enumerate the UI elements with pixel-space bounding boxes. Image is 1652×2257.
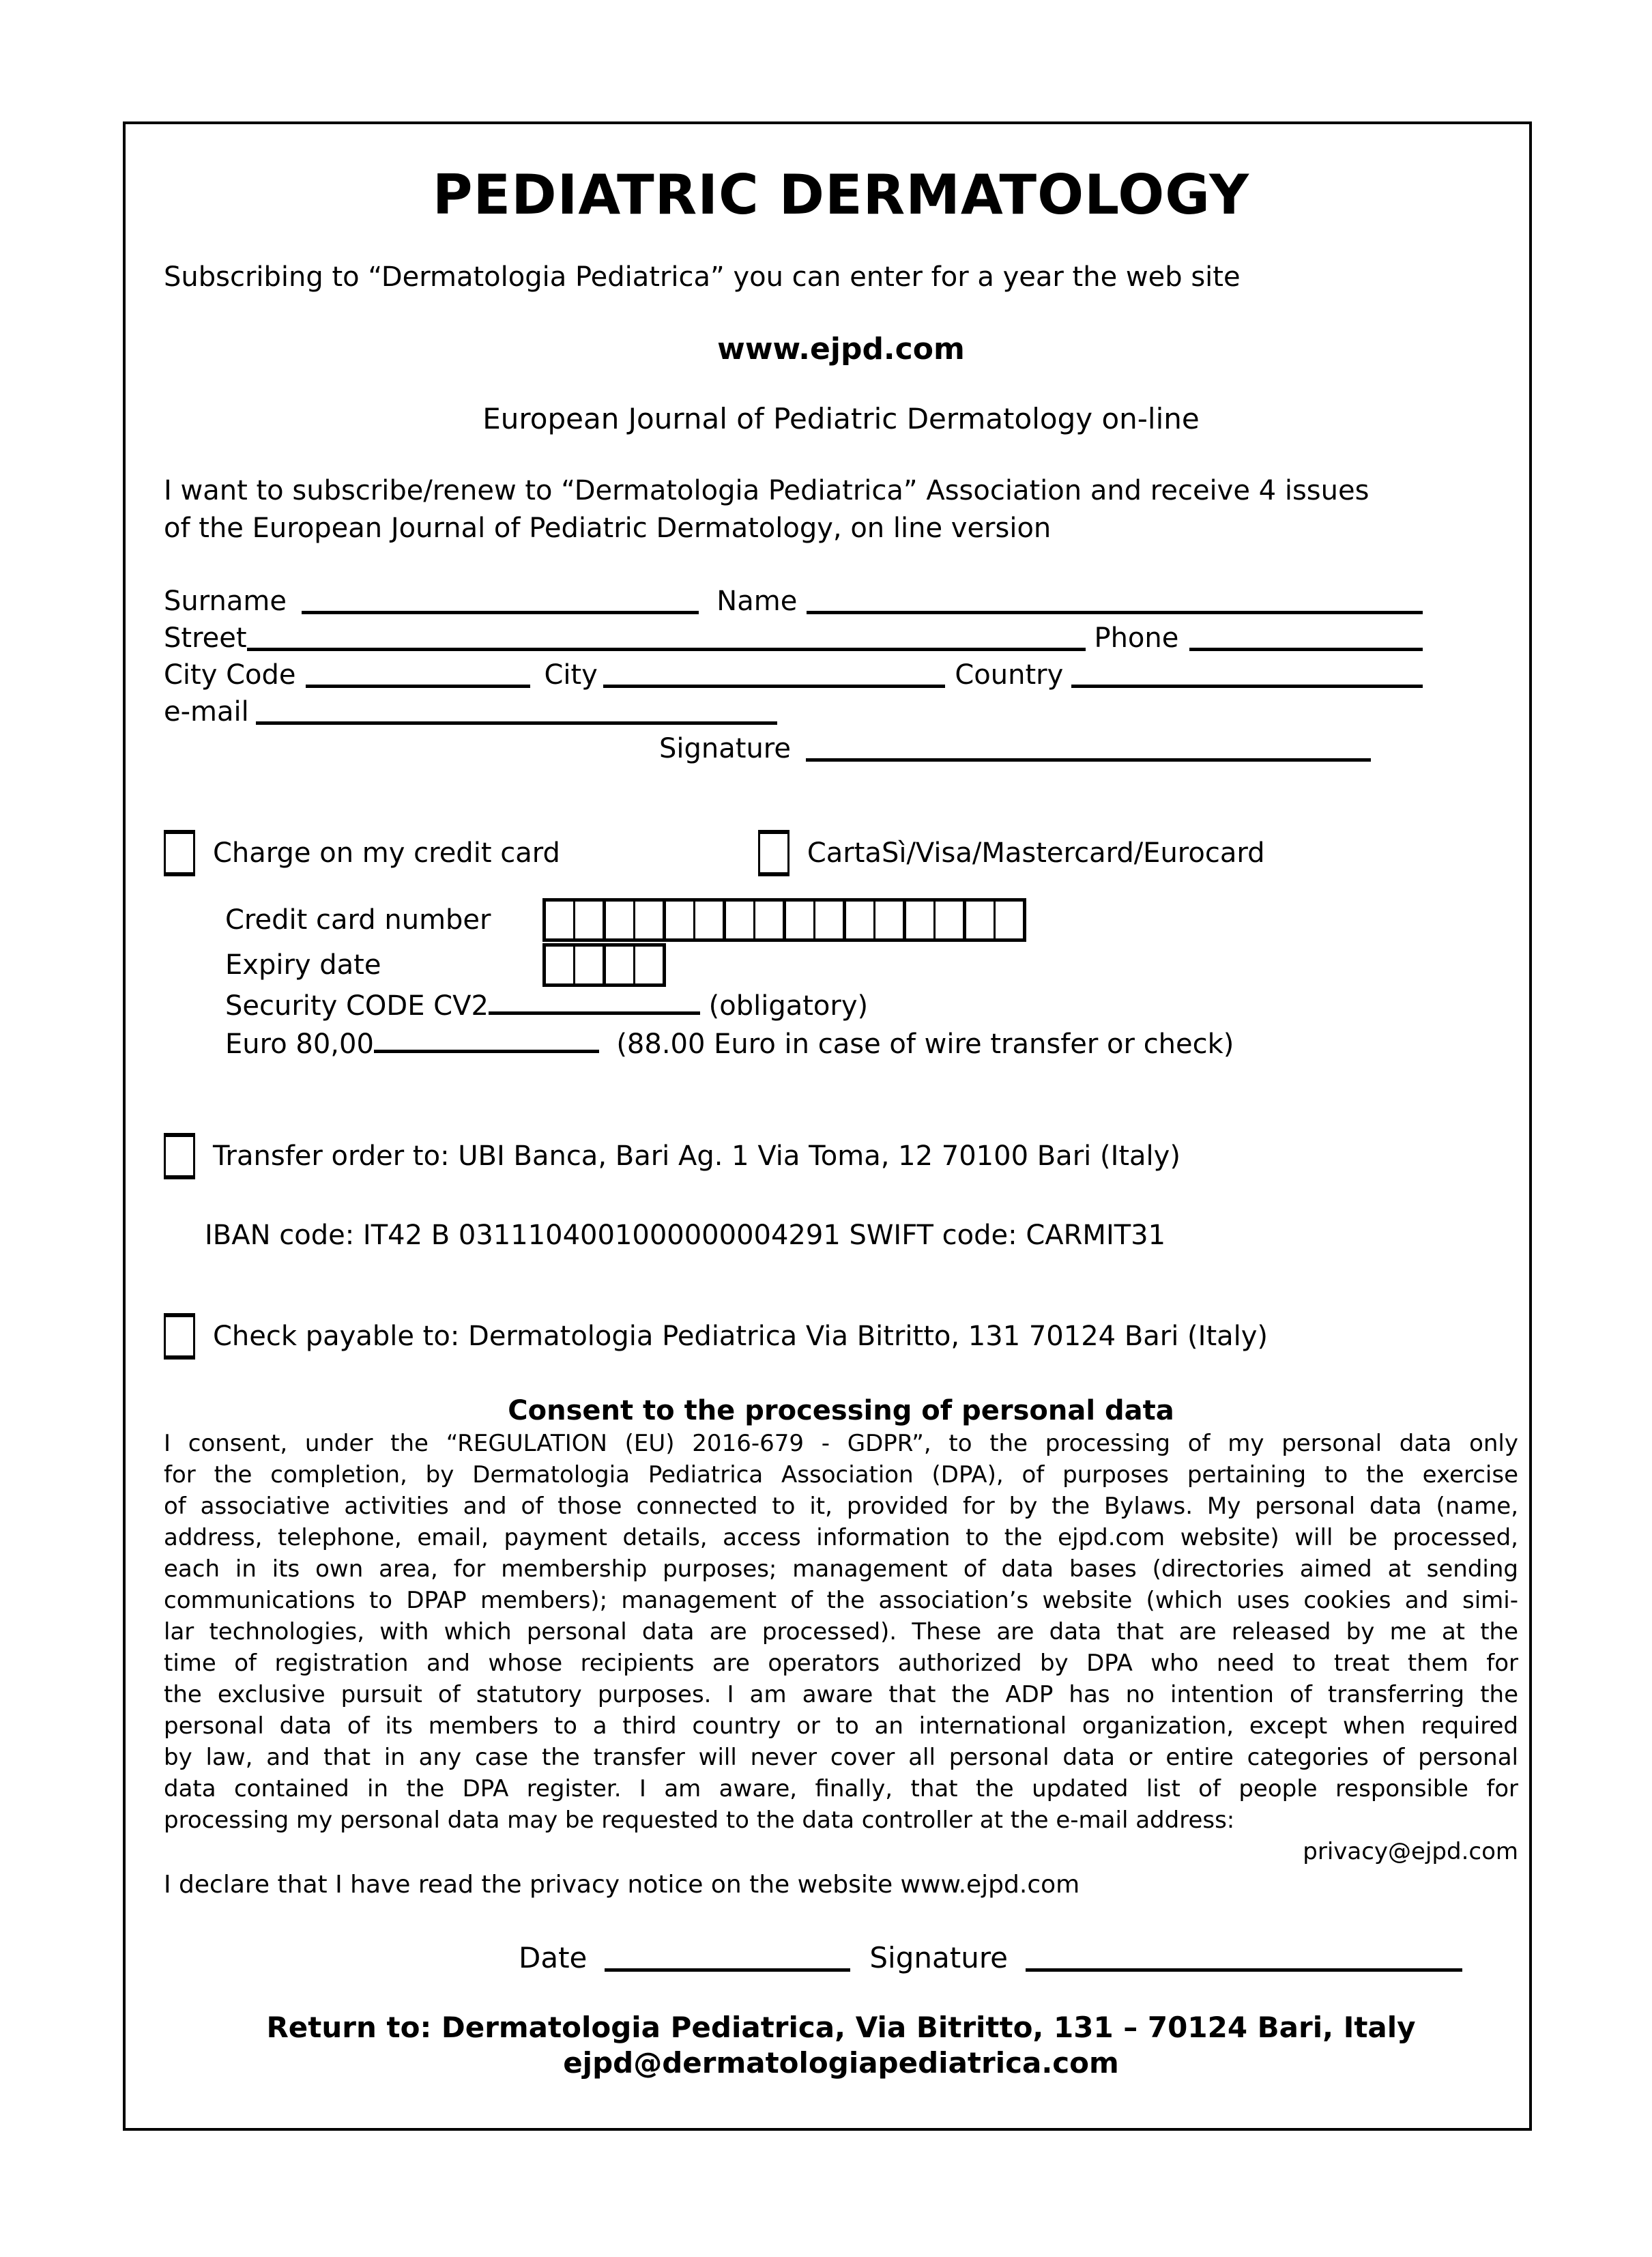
digit-cell[interactable] bbox=[903, 902, 933, 938]
expiry-cells[interactable] bbox=[542, 943, 666, 987]
consent-line: personal data of its members to a third country or to an international organization, except when required bbox=[164, 1712, 1518, 1740]
digit-cell[interactable] bbox=[573, 902, 603, 938]
intro-text: Subscribing to “Dermatologia Pediatrica” you can enter for a year the web site bbox=[164, 261, 1241, 293]
date-field[interactable] bbox=[605, 1968, 850, 1972]
credit-card-number-row bbox=[225, 898, 1518, 942]
footer-signature-label: Signature bbox=[869, 1941, 1009, 1974]
return-email-line: ejpd@dermatologiapediatrica.com bbox=[563, 2046, 1119, 2080]
credit-card-number-cells[interactable] bbox=[542, 898, 1026, 942]
journal-name: European Journal of Pediatric Dermatology on-line bbox=[482, 402, 1200, 435]
digit-cell[interactable] bbox=[843, 902, 873, 938]
cv2-row bbox=[225, 987, 1518, 1025]
transfer-row bbox=[164, 1134, 1518, 1178]
consent-line: lar technologies, with which personal data are processed). These are data that are released by me at the bbox=[164, 1618, 1518, 1645]
expiry-row bbox=[225, 943, 1518, 987]
consent-line: processing my personal data may be requested to the data controller at the e-mail address: bbox=[164, 1807, 1235, 1834]
consent-line: data contained in the DPA register. I am aware, finally, that the updated list of people responsible for bbox=[164, 1775, 1518, 1802]
consent-line: I consent, under the “REGULATION (EU) 2016-679 - GDPR”, to the processing of my personal data only bbox=[164, 1430, 1518, 1457]
row-signature bbox=[164, 729, 1423, 766]
surname-label: Surname bbox=[164, 586, 287, 617]
date-signature-row bbox=[164, 1938, 1518, 1976]
consent-heading: Consent to the processing of personal data bbox=[508, 1395, 1174, 1426]
privacy-email: privacy@ejpd.com bbox=[1303, 1838, 1518, 1865]
page-title: PEDIATRIC DERMATOLOGY bbox=[432, 163, 1250, 227]
check-row bbox=[164, 1314, 1518, 1358]
digit-cell[interactable] bbox=[753, 902, 783, 938]
digit-cell[interactable] bbox=[783, 902, 813, 938]
signature-field[interactable] bbox=[806, 758, 1371, 762]
website-url: www.ejpd.com bbox=[717, 332, 965, 366]
digit-cell[interactable] bbox=[573, 947, 603, 983]
consent-line: address, telephone, email, payment details, access information to the ejpd.com website) will be processed, bbox=[164, 1524, 1518, 1551]
amount-row bbox=[225, 1025, 1518, 1063]
name-label: Name bbox=[716, 586, 798, 617]
declare-line: I declare that I have read the privacy notice on the website www.ejpd.com bbox=[164, 1871, 1080, 1899]
credit-card-number-label: Credit card number bbox=[225, 904, 491, 936]
check-label: Check payable to: Dermatologia Pediatrica Via Bitritto, 131 70124 Bari (Italy) bbox=[213, 1321, 1269, 1352]
digit-cell[interactable] bbox=[723, 902, 753, 938]
check-checkbox[interactable] bbox=[164, 1313, 195, 1360]
cv2-label: Security CODE CV2 bbox=[225, 990, 489, 1022]
amount-label: Euro 80,00 bbox=[225, 1029, 374, 1060]
expiry-label: Expiry date bbox=[225, 949, 381, 981]
address-fields bbox=[164, 581, 1423, 766]
row-citycode-city-country bbox=[164, 655, 1423, 692]
digit-cell[interactable] bbox=[603, 947, 633, 983]
amount-field[interactable] bbox=[374, 1047, 599, 1053]
transfer-checkbox[interactable] bbox=[164, 1133, 195, 1179]
street-label: Street bbox=[164, 622, 247, 654]
subscribe-statement bbox=[164, 472, 1518, 547]
subscribe-statement-line1: I want to subscribe/renew to “Dermatologia Pediatrica” Association and receive 4 issues bbox=[164, 475, 1370, 506]
date-label: Date bbox=[519, 1941, 588, 1974]
row-street-phone bbox=[164, 618, 1423, 655]
digit-cell[interactable] bbox=[663, 902, 693, 938]
email-field[interactable] bbox=[256, 721, 777, 725]
consent-line: for the completion, by Dermatologia Pediatrica Association (DPA), of purposes pertaining to the exercise bbox=[164, 1461, 1518, 1489]
country-label: Country bbox=[955, 659, 1064, 691]
footer-signature-field[interactable] bbox=[1026, 1968, 1462, 1972]
charge-label: Charge on my credit card bbox=[213, 837, 560, 869]
consent-line: communications to DPAP members); management of the association’s website (which uses cookies and simi- bbox=[164, 1587, 1518, 1614]
cv2-note: (obligatory) bbox=[708, 990, 869, 1022]
digit-cell[interactable] bbox=[933, 902, 963, 938]
cards-label: CartaSì/Visa/Mastercard/Eurocard bbox=[807, 837, 1265, 869]
digit-cell[interactable] bbox=[873, 902, 903, 938]
digit-cell[interactable] bbox=[603, 902, 633, 938]
row-surname-name bbox=[164, 581, 1423, 618]
row-email bbox=[164, 692, 1423, 729]
digit-cell[interactable] bbox=[963, 902, 994, 938]
digit-cell[interactable] bbox=[633, 902, 663, 938]
signature-label: Signature bbox=[659, 733, 791, 764]
digit-cell[interactable] bbox=[546, 947, 573, 983]
transfer-label: Transfer order to: UBI Banca, Bari Ag. 1 Via Toma, 12 70100 Bari (Italy) bbox=[213, 1140, 1180, 1172]
charge-checkbox[interactable] bbox=[164, 830, 195, 876]
city-code-label: City Code bbox=[164, 659, 296, 691]
digit-cell[interactable] bbox=[546, 902, 573, 938]
digit-cell[interactable] bbox=[813, 902, 843, 938]
consent-line: by law, and that in any case the transfer will never cover all personal data or entire categories of personal bbox=[164, 1744, 1518, 1771]
subscribe-statement-line2: of the European Journal of Pediatric Dermatology, on line version bbox=[164, 513, 1052, 544]
iban-line: IBAN code: IT42 B 0311104001000000004291 SWIFT code: CARMIT31 bbox=[205, 1220, 1166, 1251]
cv2-field[interactable] bbox=[489, 1009, 700, 1015]
phone-field[interactable] bbox=[1189, 648, 1423, 651]
return-address-line: Return to: Dermatologia Pediatrica, Via Bitritto, 131 – 70124 Bari, Italy bbox=[266, 2011, 1416, 2044]
name-field[interactable] bbox=[807, 611, 1423, 614]
consent-paragraph bbox=[164, 1428, 1518, 1867]
country-field[interactable] bbox=[1071, 685, 1423, 688]
street-field[interactable] bbox=[247, 648, 1086, 651]
city-field[interactable] bbox=[603, 685, 946, 688]
amount-note: (88.00 Euro in case of wire transfer or check) bbox=[616, 1029, 1234, 1060]
payment-section bbox=[164, 831, 1518, 1358]
surname-field[interactable] bbox=[302, 611, 699, 614]
charge-row bbox=[164, 831, 1518, 875]
consent-line: of associative activities and of those connected to it, provided for by the Bylaws. My personal data (name, bbox=[164, 1493, 1518, 1520]
form-content bbox=[164, 162, 1518, 2081]
consent-line: time of registration and whose recipients are operators authorized by DPA who need to treat them for bbox=[164, 1650, 1518, 1677]
consent-line: the exclusive pursuit of statutory purposes. I am aware that the ADP has no intention of transferring the bbox=[164, 1681, 1518, 1708]
city-code-field[interactable] bbox=[306, 685, 531, 688]
digit-cell[interactable] bbox=[633, 947, 663, 983]
cards-checkbox[interactable] bbox=[758, 830, 789, 876]
form-border-frame bbox=[123, 121, 1532, 2131]
email-label: e-mail bbox=[164, 696, 249, 728]
digit-cell[interactable] bbox=[994, 902, 1023, 938]
city-label: City bbox=[544, 659, 598, 691]
consent-line: each in its own area, for membership purposes; management of data bases (directories aimed at sending bbox=[164, 1555, 1518, 1583]
digit-cell[interactable] bbox=[693, 902, 723, 938]
phone-label: Phone bbox=[1094, 622, 1179, 654]
